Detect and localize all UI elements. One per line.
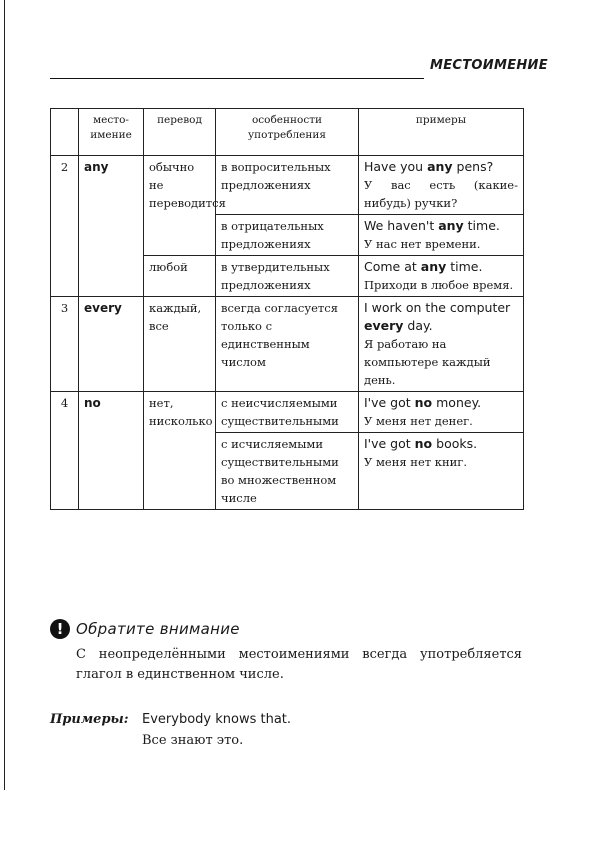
table-row <box>51 392 524 433</box>
row-number: 3 <box>51 297 79 392</box>
examples-label: Примеры: <box>50 712 129 727</box>
example-russian: Я работаю на компьютере каждый день. <box>364 337 491 387</box>
example-russian: У меня нет денег. <box>364 414 473 428</box>
section-title: МЕСТОИМЕНИЕ <box>430 58 548 73</box>
example-cell <box>359 297 524 392</box>
exclamation-circle-icon: ! <box>50 619 70 639</box>
header-translation: перевод <box>144 109 216 156</box>
notice-text: С неопределёнными местоимениями всегда употребляется глагол в единственном числе. <box>76 647 522 682</box>
pronoun-cell: any <box>79 156 144 297</box>
table-header-row <box>51 109 524 156</box>
pronoun-table <box>50 108 524 510</box>
example-english: I've got no money. <box>364 395 482 410</box>
example-english: Come at any time. <box>364 259 483 274</box>
example-russian: Все знают это. <box>142 733 244 748</box>
notice-block <box>50 619 530 685</box>
header-rule <box>50 78 424 79</box>
example-cell <box>359 433 524 510</box>
example-cell <box>359 256 524 297</box>
example-russian: У нас нет времени. <box>364 237 481 251</box>
row-number: 2 <box>51 156 79 297</box>
header-pronoun: место-имение <box>79 109 144 156</box>
translation-cell: каждый, все <box>144 297 216 392</box>
header-examples: примеры <box>359 109 524 156</box>
header-usage: особенности употребления <box>216 109 359 156</box>
pronoun-cell: every <box>79 297 144 392</box>
usage-cell: в отрицательных предложениях <box>216 215 359 256</box>
notice-heading <box>50 619 530 639</box>
row-number: 4 <box>51 392 79 510</box>
table-row <box>51 297 524 392</box>
table-row <box>51 156 524 215</box>
example-english: I've got no books. <box>364 436 478 451</box>
usage-cell: с исчисляемыми существительными во множественном числе <box>216 433 359 510</box>
example-cell <box>359 156 524 215</box>
example-english: We haven't any time. <box>364 218 500 233</box>
translation-cell: нет, нисколько <box>144 392 216 510</box>
page-edge-rule <box>4 0 5 790</box>
notice-title: Обратите внимание <box>76 620 240 638</box>
header-number <box>51 109 79 156</box>
translation-cell: обычно не переводится <box>144 156 216 256</box>
pronoun-cell: no <box>79 392 144 510</box>
example-english: I work on the computer every day. <box>364 300 511 333</box>
usage-cell: в вопросительных предложениях <box>216 156 359 215</box>
usage-cell: всегда согласуется только с единственным числом <box>216 297 359 392</box>
example-cell <box>359 215 524 256</box>
usage-cell: с неисчисляемыми существительными <box>216 392 359 433</box>
usage-cell: в утвердительных предложениях <box>216 256 359 297</box>
example-russian: У меня нет книг. <box>364 455 467 469</box>
example-english: Everybody knows that. <box>142 712 292 727</box>
example-russian: У вас есть (какие-нибудь) ручки? <box>364 178 518 210</box>
example-english: Have you any pens? <box>364 159 494 174</box>
translation-cell: любой <box>144 256 216 297</box>
example-cell <box>359 392 524 433</box>
example-russian: Приходи в любое время. <box>364 278 514 292</box>
